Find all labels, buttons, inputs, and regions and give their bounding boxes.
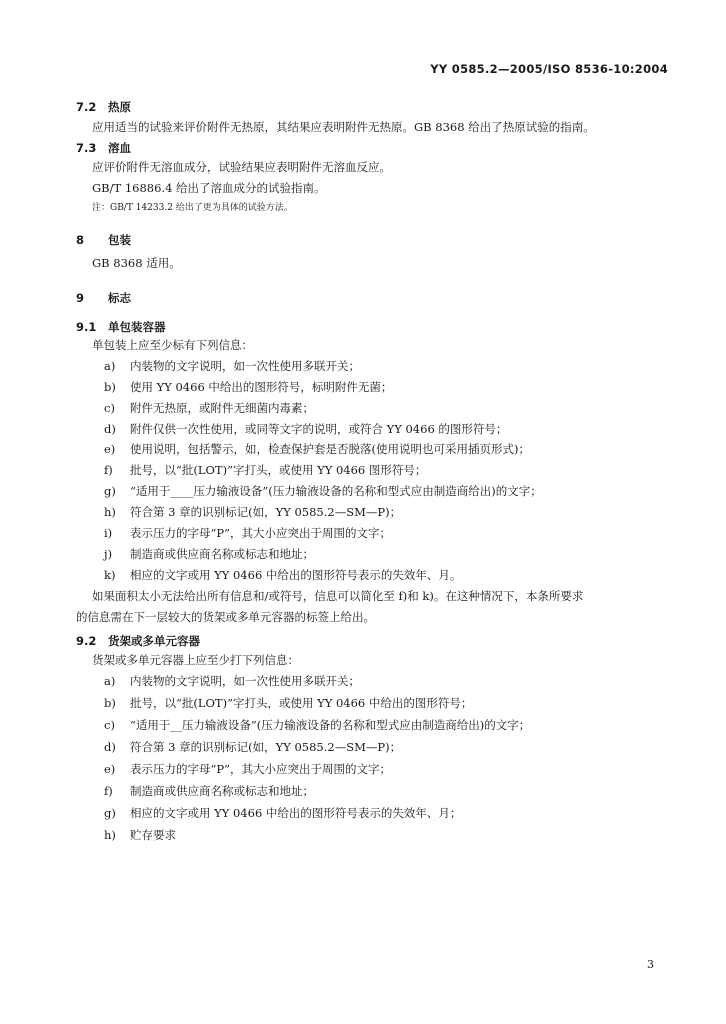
section-9-2-intro: 货架或多单元容器上应至少打下列信息： bbox=[92, 653, 299, 667]
section-7-3-note: 注：GB/T 14233.2 给出了更为具体的试验方法。 bbox=[92, 203, 293, 213]
list-item-label: f) bbox=[104, 463, 113, 477]
list-item-text: 符合第 3 章的识别标记(如，YY 0585.2—SM—P)； bbox=[130, 740, 402, 754]
list-item bbox=[104, 764, 391, 776]
page-number: 3 bbox=[647, 958, 654, 971]
section-title: 标志 bbox=[108, 291, 131, 305]
section-number: 9 bbox=[76, 291, 85, 305]
list-item-text: 相应的文字或用 YY 0466 中给出的图形符号表示的失效年、月。 bbox=[130, 568, 462, 582]
list-item bbox=[104, 549, 314, 561]
list-item-label: g) bbox=[104, 806, 116, 820]
list-item-text: 使用说明，包括警示，如，检查保护套是否脱落(使用说明也可采用插页形式)； bbox=[130, 442, 530, 456]
list-item-label: i) bbox=[104, 526, 113, 540]
list-item bbox=[104, 720, 530, 732]
list-item-label: j) bbox=[104, 547, 113, 561]
section-7-2-text: 应用适当的试验来评价附件无热原，其结果应表明附件无热原。GB 8368 给出了热原试验的指南。 bbox=[92, 120, 595, 134]
list-item-label: a) bbox=[104, 674, 116, 688]
section-number: 7.2 bbox=[76, 100, 97, 114]
list-item-text: 符合第 3 章的识别标记(如，YY 0585.2—SM—P)； bbox=[130, 505, 402, 519]
list-item bbox=[104, 382, 392, 394]
list-item-text: 使用 YY 0466 中给出的图形符号，标明附件无菌； bbox=[130, 380, 393, 394]
section-8-text: GB 8368 适用。 bbox=[92, 256, 181, 270]
list-item-text: “适用于__压力输液设备”(压力输液设备的名称和型式应由制造商给出)的文字； bbox=[130, 718, 531, 732]
list-item bbox=[104, 528, 391, 540]
list-item-label: g) bbox=[104, 484, 116, 498]
list-item-label: c) bbox=[104, 401, 115, 415]
list-item-text: 表示压力的字母“P”，其大小应突出于周围的文字； bbox=[130, 526, 391, 540]
list-item-text: 附件无热原，或附件无细菌内毒素； bbox=[130, 401, 314, 415]
list-item-text: 表示压力的字母“P”，其大小应突出于周围的文字； bbox=[130, 762, 391, 776]
list-item bbox=[104, 465, 426, 477]
list-item-label: f) bbox=[104, 784, 113, 798]
section-9-1-intro: 单包装上应至少标有下列信息： bbox=[92, 338, 253, 352]
list-item-label: a) bbox=[104, 359, 116, 373]
section-number: 9.1 bbox=[76, 320, 97, 334]
list-item-text: “适用于____压力输液设备”(压力输液设备的名称和型式应由制造商给出)的文字； bbox=[130, 484, 542, 498]
section-9-1-closing-line1: 如果面积太小无法给出所有信息和/或符号，信息可以简化至 f)和 k)。在这种情况下，本条所要求 bbox=[92, 589, 584, 603]
list-item bbox=[104, 742, 401, 754]
list-item bbox=[104, 698, 472, 710]
list-item bbox=[104, 444, 530, 456]
section-7-3-heading bbox=[76, 140, 131, 156]
list-item bbox=[104, 786, 314, 798]
section-number: 8 bbox=[76, 233, 85, 247]
list-item-text: 贮存要求 bbox=[130, 828, 176, 842]
section-9-heading bbox=[76, 290, 131, 306]
section-title: 溶血 bbox=[108, 141, 131, 155]
list-item bbox=[104, 486, 542, 498]
list-item bbox=[104, 403, 314, 415]
list-item bbox=[104, 808, 461, 820]
section-9-1-heading bbox=[76, 319, 166, 335]
section-title: 包装 bbox=[108, 233, 131, 247]
list-item-text: 制造商或供应商名称或标志和地址； bbox=[130, 547, 314, 561]
list-item-label: k) bbox=[104, 568, 116, 582]
section-7-3-line1: 应评价附件无溶血成分，试验结果应表明附件无溶血反应。 bbox=[92, 160, 391, 174]
list-item bbox=[104, 361, 360, 373]
list-item-label: e) bbox=[104, 442, 116, 456]
list-item-text: 内装物的文字说明，如一次性使用多联开关； bbox=[130, 674, 360, 688]
list-item-label: d) bbox=[104, 422, 116, 436]
list-item bbox=[104, 424, 507, 436]
section-8-heading bbox=[76, 232, 131, 248]
list-item-text: 制造商或供应商名称或标志和地址； bbox=[130, 784, 314, 798]
list-item-label: h) bbox=[104, 505, 116, 519]
list-item-label: b) bbox=[104, 380, 116, 394]
list-item-label: e) bbox=[104, 762, 116, 776]
list-item-text: 附件仅供一次性使用，或同等文字的说明，或符合 YY 0466 的图形符号； bbox=[130, 422, 508, 436]
standard-number-header: YY 0585.2—2005/ISO 8536-10:2004 bbox=[430, 62, 668, 76]
list-item-label: h) bbox=[104, 828, 116, 842]
list-item-text: 内装物的文字说明，如一次性使用多联开关； bbox=[130, 359, 360, 373]
section-7-3-line2: GB/T 16886.4 给出了溶血成分的试验指南。 bbox=[92, 181, 326, 195]
list-item-text: 批号，以“批(LOT)”字打头，或使用 YY 0466 图形符号； bbox=[130, 463, 427, 477]
list-item-label: d) bbox=[104, 740, 116, 754]
section-9-2-heading bbox=[76, 633, 200, 649]
list-item bbox=[104, 507, 401, 519]
list-item-label: c) bbox=[104, 718, 115, 732]
section-7-2-heading bbox=[76, 99, 131, 115]
list-item bbox=[104, 830, 176, 842]
section-title: 货架或多单元容器 bbox=[108, 634, 200, 648]
section-number: 9.2 bbox=[76, 634, 97, 648]
list-item-label: b) bbox=[104, 696, 116, 710]
section-title: 单包装容器 bbox=[108, 320, 166, 334]
section-9-1-closing-line2: 的信息需在下一层较大的货架或多单元容器的标签上给出。 bbox=[76, 610, 375, 624]
list-item bbox=[104, 570, 461, 582]
section-number: 7.3 bbox=[76, 141, 97, 155]
section-title: 热原 bbox=[108, 100, 131, 114]
list-item bbox=[104, 676, 360, 688]
list-item-text: 批号，以“批(LOT)”字打头，或使用 YY 0466 中给出的图形符号； bbox=[130, 696, 473, 710]
list-item-text: 相应的文字或用 YY 0466 中给出的图形符号表示的失效年、月； bbox=[130, 806, 462, 820]
